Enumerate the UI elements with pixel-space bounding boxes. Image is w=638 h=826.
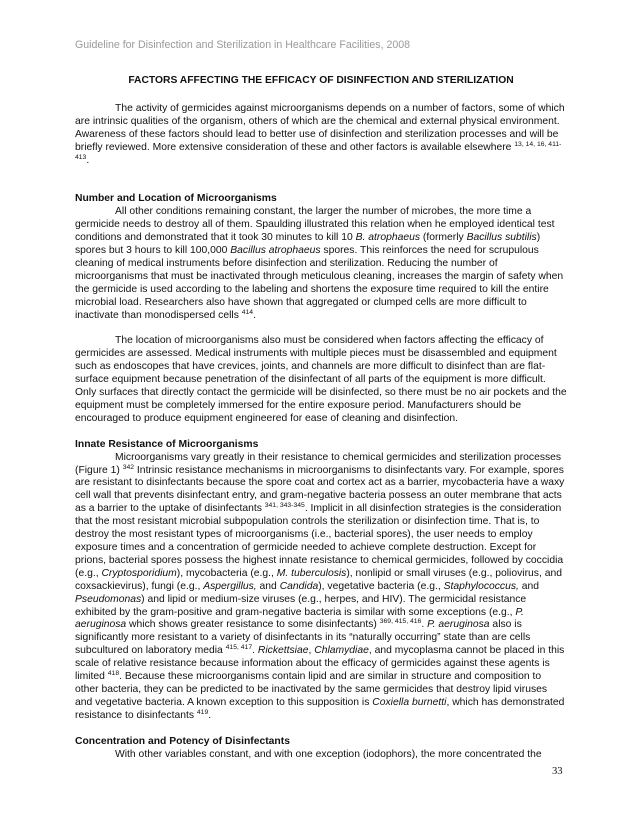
- citation: 415, 417: [225, 644, 253, 652]
- running-header: Guideline for Disinfection and Sterilization in Healthcare Facilities, 2008: [75, 39, 411, 51]
- page-title: FACTORS AFFECTING THE EFFICACY OF DISINFECTION AND STERILIZATION: [128, 75, 514, 86]
- paragraph-location-microbes: The location of microorganisms also must be considered when factors affecting the efficacy of germicides are assessed. Medical instruments with multiple pieces must be disassembled and equipment such as endoscopes that have crevices, joints, and channels are more difficult to disinfect than are flat-surface equipment because penetration of the disinfectant of all parts of the equipment is more difficult. Only surfaces that directly contact the germicide will be disinfected, so there must be no air pockets and the equipment must be completely immersed for the entire exposure period. Manufacturers should be encouraged to produce equipment engineered for ease of cleaning and disinfection.: [75, 335, 567, 424]
- citation: 418: [107, 670, 120, 678]
- citation: 342: [122, 463, 135, 471]
- section-heading-concentration: Concentration and Potency of Disinfectants: [75, 735, 290, 747]
- page-number: 33: [552, 766, 563, 777]
- citation: 13, 14, 16, 411-413: [75, 140, 562, 161]
- section-heading-innate-resistance: Innate Resistance of Microorganisms: [75, 438, 259, 450]
- paragraph-concentration: With other variables constant, and with one exception (iodophors), the more concentrated the: [115, 748, 542, 760]
- citation: 419: [196, 708, 209, 716]
- paragraph-innate-resistance: Microorganisms vary greatly in their resistance to chemical germicides and sterilization processes (Figure 1) $^{342}$ Intrinsic resistance mechanisms in microorganisms to disinfectants vary. For example, spores are resistant to disinfectants because the spore coat and cortex act as a barrier, mycobacteria have a waxy cell wall that prevents disinfectant entry, and gram-negative bacteria possess an outer membrane that acts as a barrier to the uptake of disinfectants $^{341, 343-345}$. Implicit in all disinfection strategies is the consideration that the most resistant microbial subpopulation controls the sterilization or disinfection time. That is, to destroy the most resistant types of microorganisms (i.e., bacterial spores), the user needs to employ exposure times and a concentration of germicide needed to achieve complete destruction. Except for prions, bacterial spores possess the highest innate resistance to chemical germicides, followed by coccidia (e.g., Cryptosporidium), mycobacteria (e.g., M. tuberculosis), nonlipid or small viruses (e.g., poliovirus, and coxsackievirus), fungi (e.g., Aspergillus, and Candida), vegetative bacteria (e.g., Staphylococcus, and Pseudomonas) and lipid or medium-size viruses (e.g., herpes, and HIV). The germicidal resistance exhibited by the gram-positive and gram-negative bacteria is similar with some exceptions (e.g., P. aeruginosa which shows greater resistance to some disinfectants) $^{369, 415, 416}$. P. aeruginosa also is significantly more resistant to a variety of disinfectants in its “naturally occurring” state than are cells subcultured on laboratory media $^{415, 417}$. Rickettsiae, Chlamydiae, and mycoplasma cannot be placed in this scale of relative resistance because information about the efficacy of germicides against these agents is limited $^{418}$. Because these microorganisms contain lipid and are similar in structure and composition to other bacteria, they can be predicted to be inactivated by the same germicides that destroy lipid viruses and vegetative bacteria. A known exception to this supposition is Coxiella burnetti, which has demonstrated resistance to disinfectants $^{419}$.: [75, 451, 565, 721]
- section-heading-number-location: Number and Location of Microorganisms: [75, 193, 277, 205]
- citation: 369, 415, 416: [379, 618, 422, 626]
- paragraph-number-microbes: All other conditions remaining constant, the larger the number of microbes, the more time a germicide needs to destroy all of them. Spaulding illustrated this relation when he employed identical test conditions and demonstrated that it took 30 minutes to kill 10 B. atrophaeus (formerly Bacillus subtilis) spores but 3 hours to kill 100,000 Bacillus atrophaeus spores. This reinforces the need for scrupulous cleaning of medical instruments before disinfection and sterilization. Reducing the number of microorganisms that must be inactivated through meticulous cleaning, increases the margin of safety when the germicide is used according to the labeling and shortens the exposure time required to kill the entire microbial load. Researchers also have shown that aggregated or clumped cells are more difficult to inactivate than monodispersed cells $^{414}$.: [75, 206, 564, 321]
- citation: 414: [241, 308, 254, 316]
- document-body: [75, 60, 567, 761]
- intro-paragraph: The activity of germicides against microorganisms depends on a number of factors, some of which are intrinsic qualities of the organism, others of which are the chemical and external physical environment. Awareness of these factors should lead to better use of disinfection and sterilization processes and will be briefly reviewed. More extensive consideration of these and other factors is available elsewhere $^{13, 14, 16, 411-413}$.: [75, 102, 565, 166]
- citation: 341, 343-345: [264, 502, 305, 510]
